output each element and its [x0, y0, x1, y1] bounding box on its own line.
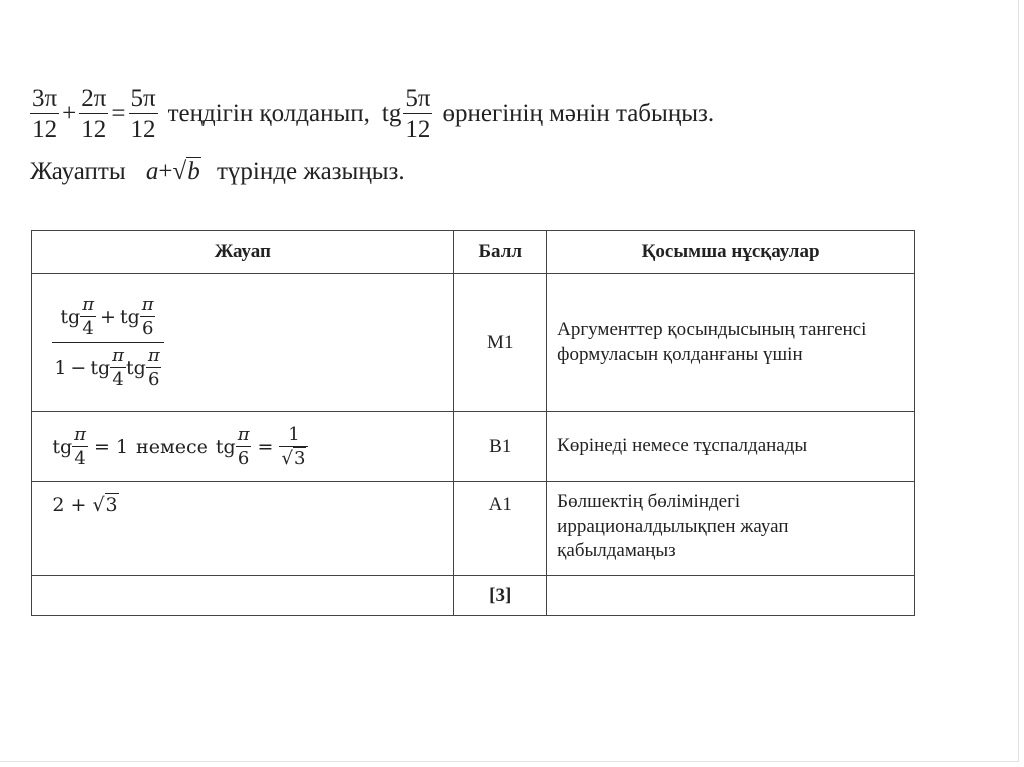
header-mark: Балл: [454, 231, 547, 274]
plus-sign: +: [158, 158, 173, 185]
final-answer: 2 + √3: [52, 494, 118, 516]
note-cell: Бөлшектің бөліміндегі иррационалдылықпен жауап қабылдамаңыз: [547, 482, 915, 576]
answer-cell-2: [32, 412, 454, 482]
denominator: 12: [403, 113, 432, 142]
fraction-2pi-12: [79, 86, 108, 142]
fraction-5pi-12: [128, 86, 157, 142]
var-b: b: [187, 158, 200, 185]
answer-form-instruction: [30, 158, 405, 186]
tan-values: tg $\frac{\pi}{4}$ = 1 немесе tg $\frac{\pi}{6}$ = $\frac{1}{√3}$: [52, 426, 308, 468]
answer-cell-3: [32, 482, 454, 576]
table-row: [22, 274, 915, 412]
answer-cell-1: [32, 274, 454, 412]
numerator: 5π: [130, 85, 156, 112]
numerator: 3π: [32, 85, 58, 112]
problem-statement: [30, 78, 714, 150]
marking-scheme-table: [22, 230, 915, 616]
instruction-prefix: Жауапты: [30, 158, 126, 185]
equals-sign: =: [111, 100, 126, 127]
var-a: a: [145, 158, 159, 185]
total-mark-cell: [3]: [454, 576, 547, 616]
denominator: 12: [79, 113, 108, 142]
mark-cell: M1: [454, 274, 547, 412]
problem-text-1: теңдігін қолданып,: [167, 100, 370, 127]
denominator: 12: [129, 113, 158, 142]
plus-sign: +: [62, 100, 77, 127]
instruction-suffix: түрінде жазыңыз.: [217, 158, 405, 185]
note-cell-empty: [547, 576, 915, 616]
note-cell: Көрінеді немесе тұспалданады: [547, 412, 915, 482]
denominator: 12: [30, 113, 59, 142]
mark-cell: A1: [454, 482, 547, 576]
table-row: [22, 412, 915, 482]
tg-function: tg: [381, 100, 402, 127]
problem-text-2: өрнегінің мәнін табыңыз.: [442, 100, 715, 127]
mark-cell: B1: [454, 412, 547, 482]
header-answer: Жауап: [32, 231, 454, 274]
sqrt-symbol: √: [172, 158, 187, 185]
note-cell: Аргументтер қосындысының тангенсі формуласын қолданғаны үшін: [547, 274, 915, 412]
answer-cell-empty: [32, 576, 454, 616]
header-notes: Қосымша нұсқаулар: [547, 231, 915, 274]
numerator: 2π: [81, 85, 107, 112]
numerator: 5π: [405, 85, 431, 112]
table-header-row: [22, 231, 915, 274]
tan-sum-formula: tg $\frac{\pi}{4}$ + tg $\frac{\pi}{6}$ 1 − tg $\frac{\pi}{4}$ tg $\frac{\pi}{6}$: [52, 296, 163, 389]
fraction-5pi-12-target: [403, 86, 432, 142]
table-row-total: [22, 576, 915, 616]
fraction-3pi-12: [30, 86, 59, 142]
table-row: [22, 482, 915, 576]
